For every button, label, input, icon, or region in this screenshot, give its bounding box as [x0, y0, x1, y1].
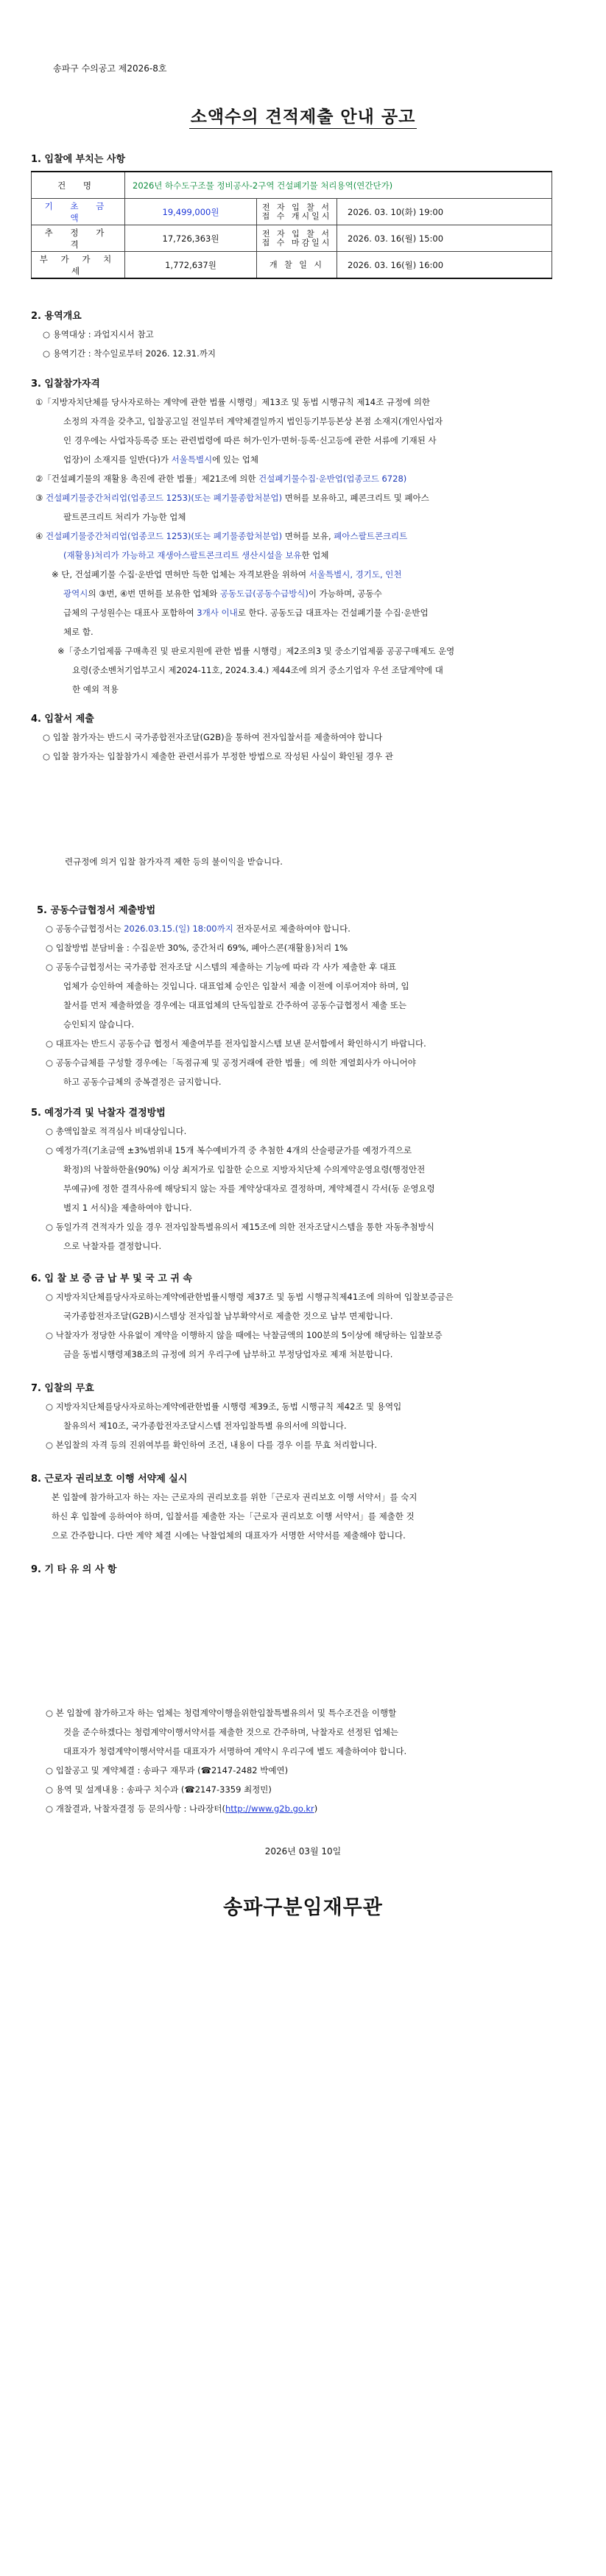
list-item: 업체가 승인하여 제출하는 것입니다. 대표업체 승인은 입찰서 제출 이전에 이루어져야 하며, 입 — [63, 981, 409, 991]
note-item: ※「중소기업제품 구매촉진 및 판로지원에 관한 법률 시행령」제2조의3 및 중소기업제품 공공구매제도 운영 — [57, 646, 455, 656]
note-item: 급체의 구성원수는 대표사 포함하여 3개사 이내로 한다. 공동도급 대표자는 건설폐기물 수집·운반업 — [63, 608, 429, 618]
list-item: (재활용)처리가 가능하고 재생아스팔트콘크리트 생산시설을 보유한 업체 — [63, 550, 329, 560]
section-heading: 7. 입찰의 무효 — [31, 1383, 94, 1394]
issuing-organization: 송파구분임재무관 — [223, 1896, 383, 1919]
row-key: 전 자 입 찰 서 접 수 개시일시 — [257, 199, 337, 225]
note-item: 광역시의 ③번, ④번 면허를 보유한 업체와 공동도급(공동수급방식)이 가능하며, 공동수 — [63, 588, 382, 599]
list-item: 확정)의 낙찰하한율(90%) 이상 최저가로 입찰한 순으로 지방자치단체 수의계약운영요령(행정안전 — [63, 1164, 426, 1175]
list-item: 국가종합전자조달(G2B)시스템상 전자입찰 납부확약서로 제출한 것으로 납부 면제합니다. — [63, 1311, 393, 1321]
list-item: 것을 준수하겠다는 청렴계약이행서약서를 제출한 것으로 간주하며, 낙찰자로 선정된 업체는 — [63, 1727, 399, 1737]
list-item: ○ 총액입찰로 적격심사 비대상입니다. — [46, 1126, 187, 1136]
section-heading: 4. 입찰서 제출 — [31, 714, 94, 725]
list-item: ③ 건설폐기물중간처리업(업종코드 1253)(또는 폐기물종합처분업) 면허를 보유하고, 폐콘크리트 및 폐아스 — [35, 493, 429, 503]
list-item: ○ 동일가격 견적자가 있을 경우 전자입찰특별유의서 제15조에 의한 전자조달시스템을 통한 자동추첨방식 — [46, 1222, 434, 1232]
list-item: 팔트콘크리트 처리가 가능한 업체 — [63, 512, 186, 522]
opening-datetime: 2026. 03. 16(월) 16:00 — [337, 252, 552, 279]
section-heading: 5. 공동수급협정서 제출방법 — [37, 905, 156, 916]
list-item: 찰서를 먼저 제출하였을 경우에는 대표업체의 단독입찰로 간주하여 공동수급협정서 제출 또는 — [63, 1000, 407, 1010]
list-item: 으로 낙찰자를 결정합니다. — [63, 1241, 162, 1251]
list-item: 별지 1 서식)을 제출하여야 합니다. — [63, 1203, 192, 1213]
list-item: ○ 본 입찰에 참가하고자 하는 업체는 청렴계약이행을위한입찰특별유의서 및 특수조건을 이행할 — [46, 1708, 397, 1718]
section-heading: 8. 근로자 권리보호 이행 서약제 실시 — [31, 1474, 188, 1485]
list-item: ○ 공동수급협정서는 2026.03.15.(일) 18:00까지 전자문서로 제출하여야 합니다. — [46, 923, 350, 934]
row-key: 건 명 — [32, 172, 125, 199]
list-item: ○ 낙찰자가 정당한 사유없이 계약을 이행하지 않을 때에는 낙찰금액의 100분의 5이상에 해당하는 입찰보증 — [46, 1330, 443, 1340]
row-key: 부 가 가 치 세 — [32, 252, 125, 279]
row-key: 기 초 금 액 — [32, 199, 125, 225]
list-item: ○ 용역기간 : 착수일로부터 2026. 12.31.까지 — [43, 348, 216, 359]
section-heading: 2. 용역개요 — [31, 311, 82, 322]
list-item: ○ 입찰 참가자는 입찰참가시 제출한 관련서류가 부정한 방법으로 작성된 사실이 확인될 경우 관 — [43, 751, 394, 761]
bid-info-table — [31, 171, 552, 279]
paragraph-line: 으로 간주합니다. 다만 계약 체결 시에는 낙찰업체의 대표자가 서명한 서약서를 제출해야 합니다. — [52, 1530, 406, 1541]
row-key: 추 정 가 격 — [32, 225, 125, 252]
list-item: ○ 본입찰의 자격 등의 진위여부를 확인하여 조건, 내용이 다를 경우 이를 무효 처리합니다. — [46, 1440, 378, 1450]
section-heading: 6. 입 찰 보 증 금 납 부 및 국 고 귀 속 — [31, 1273, 192, 1284]
base-amount: 19,499,000원 — [125, 199, 257, 225]
list-item: 업장)이 소재지를 일반(다)가 서울특별시에 있는 업체 — [63, 454, 259, 465]
table-row — [32, 225, 552, 252]
row-key: 개 찰 일 시 — [257, 252, 337, 279]
list-item: 대표자가 청렴계약이행서약서를 대표자가 서명하여 계약시 우리구에 별도 제출하여야 합니다. — [63, 1746, 407, 1756]
open-datetime: 2026. 03. 10(화) 19:00 — [337, 199, 552, 225]
list-item: 부예규)에 정한 결격사유에 해당되지 않는 자를 계약상대자로 결정하며, 계약체결시 각서(동 운영요령 — [63, 1183, 435, 1194]
paragraph-line: 하신 후 입찰에 응하여야 하며, 입찰서를 제출한 자는「근로자 권리보호 이행 서약서」를 제출한 것 — [52, 1511, 415, 1521]
list-item: 인 경우에는 사업자등록증 또는 관련법령에 따른 허가·인가·면허·등록·신고등에 관한 서류에 기재된 사 — [63, 435, 437, 446]
list-item: ○ 용역 및 설계내용 : 송파구 치수과 (☎2147-3359 최정민) — [46, 1784, 272, 1795]
note-item: 요령(중소벤처기업부고시 제2024-11호, 2024.3.4.) 제44조에 의거 중소기업자 우선 조달계약에 대 — [72, 665, 443, 675]
list-item: ○ 공동수급협정서는 국가종합 전자조달 시스템의 제출하는 기능에 따라 각 사가 제출한 후 대표 — [46, 962, 397, 972]
table-row — [32, 172, 552, 199]
list-item: ○ 지방자치단체를당사자로하는계약에관한법률 시행령 제39조, 동법 시행규칙 제42조 및 용역입 — [46, 1401, 402, 1412]
list-item: 련규정에 의거 입찰 참가자격 제한 등의 불이익을 받습니다. — [65, 856, 283, 867]
list-item: ○ 대표자는 반드시 공동수급 협정서 제출여부를 전자입찰시스템 보낸 문서함에서 확인하시기 바랍니다. — [46, 1038, 426, 1049]
list-item: ④ 건설폐기물중간처리업(업종코드 1253)(또는 폐기물종합처분업) 면허를 보유, 폐아스팔트콘크리트 — [35, 531, 408, 541]
row-key: 전 자 입 찰 서 접 수 마감일시 — [257, 225, 337, 252]
list-item: ○ 지방자치단체를당사자로하는계약에관한법률시행령 제37조 및 동법 시행규칙제41조에 의하여 입찰보증금은 — [46, 1292, 454, 1302]
table-row — [32, 252, 552, 279]
notice-number: 송파구 수의공고 제2026-8호 — [53, 63, 167, 74]
table-row — [32, 199, 552, 225]
list-item: ○ 개찰결과, 낙찰자결정 등 문의사항 : 나라장터(http://www.g2b.go.kr) — [46, 1803, 318, 1814]
section-heading: 3. 입찰참가자격 — [31, 379, 100, 390]
paragraph-line: 본 입찰에 참가하고자 하는 자는 근로자의 권리보호를 위한「근로자 권리보호 이행 서약서」를 숙지 — [52, 1492, 417, 1502]
list-item: 승인되지 않습니다. — [63, 1019, 135, 1030]
section-heading: 9. 기 타 유 의 사 항 — [31, 1564, 117, 1575]
notice-date: 2026년 03월 10일 — [264, 1846, 342, 1857]
list-item: ②「건설폐기물의 재활용 촉진에 관한 법률」제21조에 의한 건설폐기물수집·운반업(업종코드 6728) — [35, 474, 407, 484]
vat: 1,772,637원 — [125, 252, 257, 279]
list-item: 하고 공동수급체의 중복결정은 금지합니다. — [63, 1077, 222, 1087]
list-item: 소정의 자격을 갖추고, 입찰공고일 전일부터 계약체결일까지 법인등기부등본상 본점 소재지(개인사업자 — [63, 416, 443, 426]
note-item: 체로 함. — [63, 627, 94, 637]
list-item: ①「지방자치단체를 당사자로하는 계약에 관한 법률 시행령」제13조 및 동법 시행규칙 제14조 규정에 의한 — [35, 397, 431, 407]
note-item: 한 예외 적용 — [72, 684, 119, 694]
page-title: 소액수의 견적제출 안내 공고 — [0, 103, 606, 127]
project-name: 2026년 하수도구조물 정비공사-2구역 건설폐기물 처리용역(연간단가) — [125, 172, 552, 199]
list-item: ○ 예정가격(기초금액 ±3%범위내 15개 복수예비가격 중 추첨한 4개의 산술평균가를 예정가격으로 — [46, 1145, 412, 1155]
list-item: ○ 공동수급체를 구성할 경우에는「독점규제 및 공정거래에 관한 법률」에 의한 계열회사가 아니어야 — [46, 1058, 416, 1068]
note-item: ※ 단, 건설폐기물 수집·운반업 면허만 득한 업체는 자격보완을 위하여 서울특별시, 경기도, 인천 — [52, 569, 402, 580]
list-item: 금을 동법시행령제38조의 규정에 의거 우리구에 납부하고 부정당업자로 제재 처분합니다. — [63, 1349, 393, 1359]
estimated-price: 17,726,363원 — [125, 225, 257, 252]
list-item: ○ 용역대상 : 과업지시서 참고 — [43, 329, 154, 339]
list-item: ○ 입찰방법 분담비율 : 수집운반 30%, 중간처리 69%, 폐아스콘(재활용)처리 1% — [46, 943, 348, 953]
list-item: ○ 입찰 참가자는 반드시 국가종합전자조달(G2B)을 통하여 전자입찰서를 제출하여야 합니다 — [43, 732, 383, 742]
list-item: ○ 입찰공고 및 계약체결 : 송파구 재무과 (☎2147-2482 박예연) — [46, 1765, 289, 1776]
section-heading: 1. 입찰에 부치는 사항 — [31, 154, 126, 165]
close-datetime: 2026. 03. 16(월) 15:00 — [337, 225, 552, 252]
list-item: 찰유의서 제10조, 국가종합전자조달시스템 전자입찰특별 유의서에 의합니다. — [63, 1421, 347, 1431]
section-heading: 5. 예정가격 및 낙찰자 결정방법 — [31, 1108, 166, 1119]
g2b-link[interactable]: http://www.g2b.go.kr — [225, 1803, 314, 1814]
